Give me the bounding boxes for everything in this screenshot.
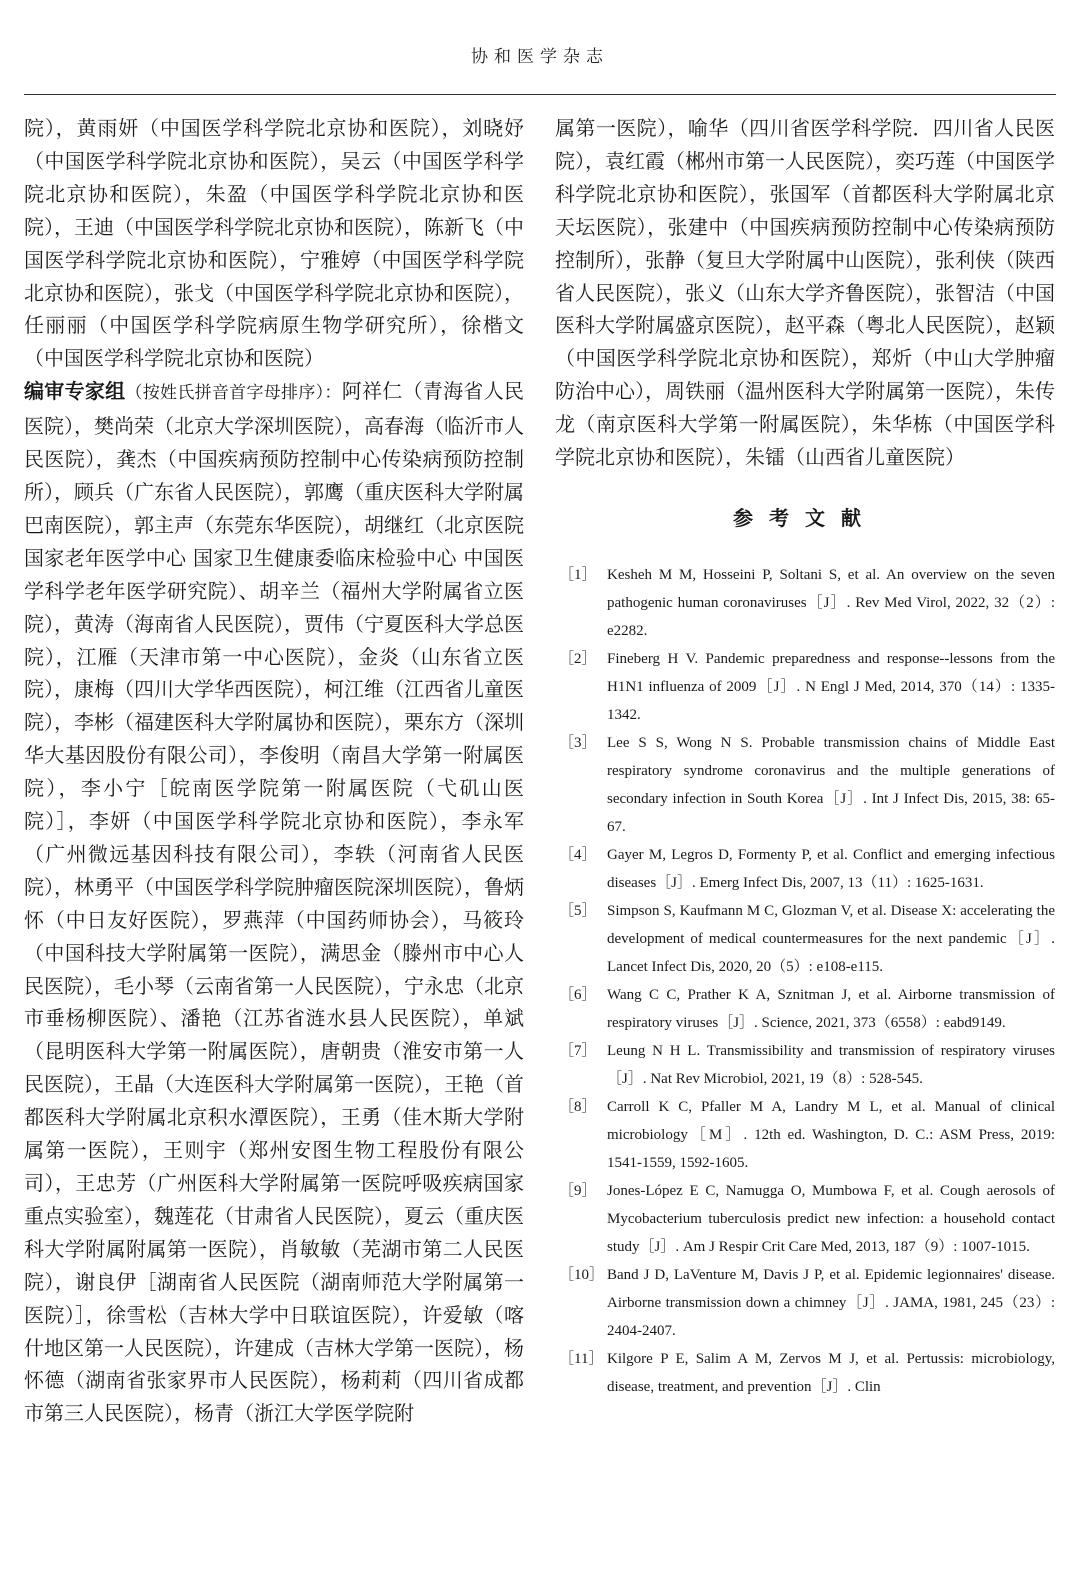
review-group-note: （按姓氏拼音首字母排序）：: [125, 383, 342, 404]
reference-number: ［4］: [559, 846, 597, 863]
reference-item: [555, 561, 1055, 645]
journal-header: 协和医学杂志: [471, 47, 609, 67]
reference-item: [555, 981, 1055, 1037]
reference-item: [555, 645, 1055, 729]
reference-item: [555, 1345, 1055, 1401]
references-title: 参考文献: [733, 505, 877, 530]
reference-number: ［3］: [559, 734, 597, 751]
reference-text: Leung N H L. Transmissibility and transmission of respiratory viruses［J］. Nat Rev Microbiol, 2021, 19（8）: 528-545.: [607, 1042, 1055, 1087]
reference-text: Band J D, LaVenture M, Davis J P, et al. Epidemic legionnaires' disease. Airborne transmission down a chimney［J］. JAMA, 1981, 245（23）: 2404-2407.: [607, 1266, 1055, 1339]
reference-number: ［10］: [559, 1266, 605, 1283]
reference-text: Kesheh M M, Hosseini P, Soltani S, et al. An overview on the seven pathogenic human coronaviruses［J］. Rev Med Virol, 2022, 32（2）: e2282.: [607, 566, 1055, 639]
review-group-label: 编审专家组: [24, 379, 126, 404]
review-group-members-continued: 属第一医院），喻华（四川省医学科学院．四川省人民医院），袁红霞（郴州市第一人民医院），奕巧莲（中国医学科学院北京协和医院），张国军（首都医科大学附属北京天坛医院），张建中（中国疾病预防控制中心传染病预防控制所），张静（复旦大学附属中山医院），张利侠（陕西省人民医院），张义（山东大学齐鲁医院），张智洁（中国医科大学附属盛京医院），赵平森（粤北人民医院），赵颖（中国医学科学院北京协和医院），郑炘（中山大学肿瘤防治中心），周铁丽（温州医科大学附属第一医院），朱传龙（南京医科大学第一附属医院），朱华栋（中国医学科学院北京协和医院），朱镭（山西省儿童医院）: [555, 116, 1055, 470]
header-rule: [24, 94, 1056, 95]
contributors-continued: 院），黄雨妍（中国医学科学院北京协和医院），刘晓妤（中国医学科学院北京协和医院），吴云（中国医学科学院北京协和医院），朱盈（中国医学科学院北京协和医院），王迪（中国医学科学院北京协和医院），陈新飞（中国医学科学院北京协和医院），宁雅婷（中国医学科学院北京协和医院），张戈（中国医学科学院北京协和医院），任丽丽（中国医学科学院病原生物学研究所），徐楷文（中国医学科学院北京协和医院）: [24, 116, 524, 371]
reference-text: Simpson S, Kaufmann M C, Glozman V, et al. Disease X: accelerating the development of medical countermeasures for the next pandemic［J］. Lancet Infect Dis, 2020, 20（5）: e108-e115.: [607, 902, 1055, 975]
reference-text: Wang C C, Prather K A, Sznitman J, et al. Airborne transmission of respiratory viruses［J］. Science, 2021, 373（6558）: eabd9149.: [607, 986, 1055, 1031]
reference-number: ［9］: [559, 1182, 597, 1199]
reference-number: ［5］: [559, 902, 597, 919]
reference-number: ［1］: [559, 566, 597, 583]
reference-item: [555, 1037, 1055, 1093]
reference-number: ［6］: [559, 986, 597, 1003]
reference-text: Jones-López E C, Namugga O, Mumbowa F, et al. Cough aerosols of Mycobacterium tuberculosis predict new infection: a household contact study［J］. Am J Respir Crit Care Med, 2013, 187（9）: 1007-1015.: [607, 1182, 1055, 1255]
left-column: [24, 112, 524, 1430]
reference-text: Kilgore P E, Salim A M, Zervos M J, et al. Pertussis: microbiology, disease, treatment, and prevention［J］. Clin: [607, 1350, 1055, 1395]
reference-text: Lee S S, Wong N S. Probable transmission chains of Middle East respiratory syndrome coronavirus and the multiple generations of secondary infection in South Korea［J］. Int J Infect Dis, 2015, 38: 65-67.: [607, 734, 1055, 835]
review-group-members: 阿祥仁（青海省人民医院），樊尚荣（北京大学深圳医院），高春海（临沂市人民医院），龚杰（中国疾病预防控制中心传染病预防控制所），顾兵（广东省人民医院），郭鹰（重庆医科大学附属巴南医院），郭主声（东莞东华医院），胡继红（北京医院 国家老年医学中心 国家卫生健康委临床检验中心 中国医学科学老年医学研究院）、胡辛兰（福州大学附属省立医院），黄涛（海南省人民医院），贾伟（宁夏医科大学总医院），江雁（天津市第一中心医院），金炎（山东省立医院），康梅（四川大学华西医院），柯江维（江西省儿童医院），李彬（福建医科大学附属协和医院），栗东方（深圳华大基因股份有限公司），李俊明（南昌大学第一附属医院），李小宁［皖南医学院第一附属医院（弋矶山医院）］，李妍（中国医学科学院北京协和医院），李永军（广州微远基因科技有限公司），李轶（河南省人民医院），林勇平（中国医学科学院肿瘤医院深圳医院），鲁炳怀（中日友好医院），罗燕萍（中国药师协会），马筱玲（中国科技大学附属第一医院），满思金（滕州市中心人民医院），毛小琴（云南省第一人民医院），宁永忠（北京市垂杨柳医院）、潘艳（江苏省涟水县人民医院），单斌（昆明医科大学第一附属医院），唐朝贵（淮安市第一人民医院），王晶（大连医科大学附属第一医院），王艳（首都医科大学附属北京积水潭医院），王勇（佳木斯大学附属第一医院），王则宇（郑州安图生物工程股份有限公司），王忠芳（广州医科大学附属第一医院呼吸疾病国家重点实验室），魏莲花（甘肃省人民医院），夏云（重庆医科大学附属附属第一医院），肖敏敏（芜湖市第二人民医院），谢良伊［湖南省人民医院（湖南师范大学附属第一医院）］，徐雪松（吉林大学中日联谊医院），许爱敏（喀什地区第一人民医院），许建成（吉林大学第一医院），杨怀德（湖南省张家界市人民医院），杨莉莉（四川省成都市第三人民医院），杨青（浙江大学医学院附: [24, 379, 525, 1426]
reference-number: ［8］: [559, 1098, 597, 1115]
right-column: [555, 112, 1055, 1401]
reference-number: ［2］: [559, 650, 597, 667]
reference-item: [555, 897, 1055, 981]
reference-item: [555, 841, 1055, 897]
reference-text: Gayer M, Legros D, Formenty P, et al. Conflict and emerging infectious diseases［J］. Emerg Infect Dis, 2007, 13（11）: 1625-1631.: [607, 846, 1055, 891]
reference-number: ［11］: [559, 1350, 604, 1367]
references-list: [555, 561, 1055, 1401]
reference-item: [555, 729, 1055, 841]
reference-item: [555, 1261, 1055, 1345]
reference-text: Carroll K C, Pfaller M A, Landry M L, et al. Manual of clinical microbiology［M］. 12th ed. Washington, D. C.: ASM Press, 2019: 1541-1559, 1592-1605.: [607, 1098, 1055, 1171]
reference-number: ［7］: [559, 1042, 597, 1059]
reference-item: [555, 1177, 1055, 1261]
reference-text: Fineberg H V. Pandemic preparedness and response--lessons from the H1N1 influenza of 2009［J］. N Engl J Med, 2014, 370（14）: 1335-1342.: [607, 650, 1055, 723]
reference-item: [555, 1093, 1055, 1177]
